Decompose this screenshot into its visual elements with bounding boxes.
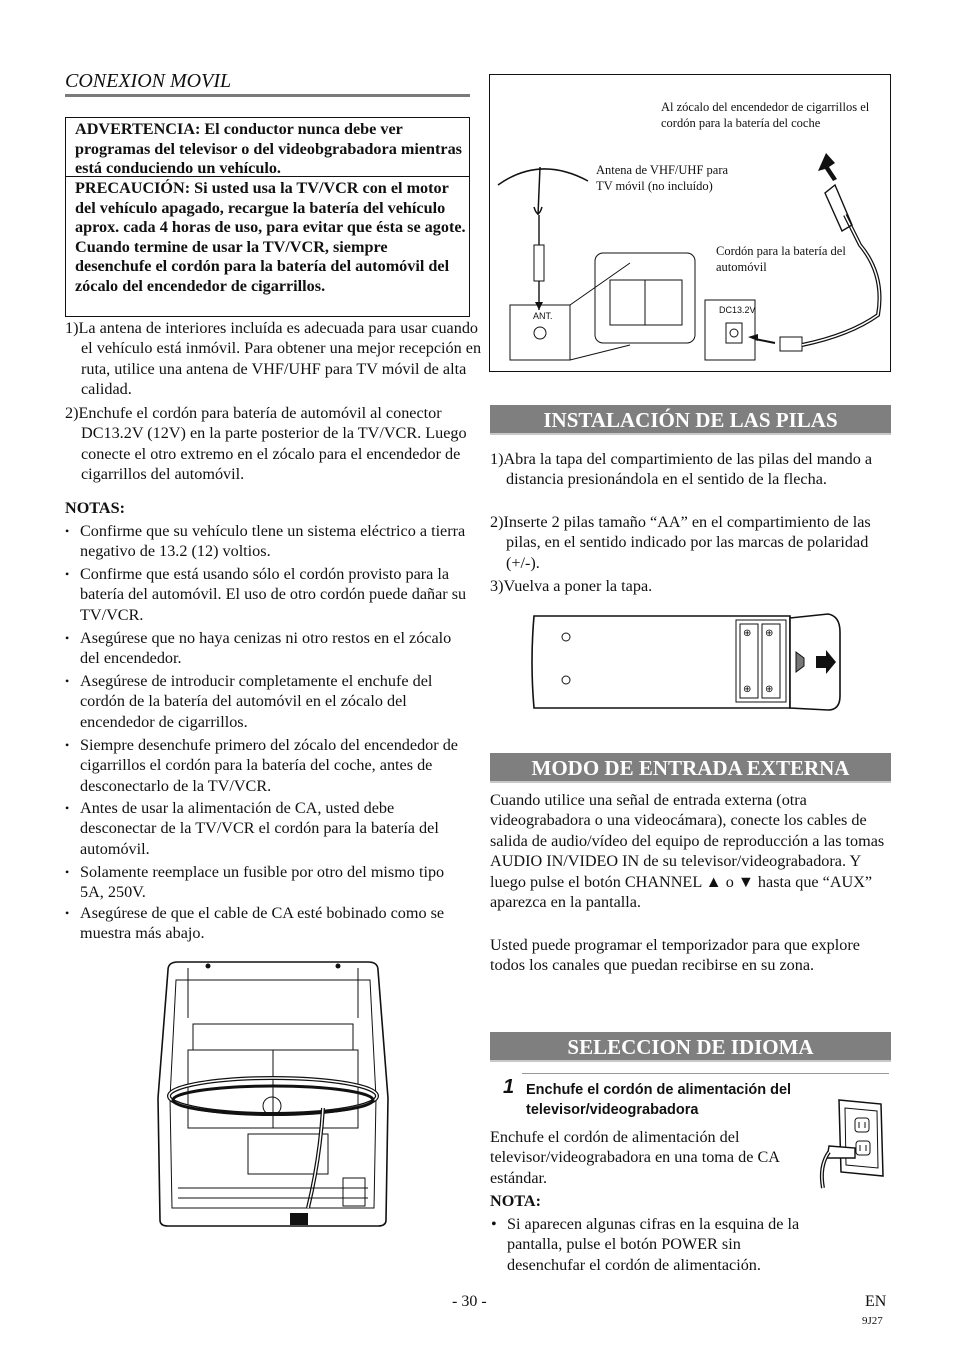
section-heading-external: MODO DE ENTRADA EXTERNA [490,753,891,783]
note-text: Antes de usar la alimentación de CA, usted debe desconectar de la TV/VCR el cordón para la batería del automóvil. [80,799,439,858]
external-paragraph-1: Cuando utilice una señal de entrada externa (otra videograbadora o una videocámara), conecte los cables de salida de audio/vídeo del equipo de reproducción a las tomas AUDIO IN/VIDEO IN de su televisor/videograbadora. Y luego pulse el botón CHANNEL ▲ o ▼ hasta que “AUX” aparezca en la pantalla. [490,791,885,912]
language-step [503,1076,816,1120]
note-text: Solamente reemplace un fusible por otro del mismo tipo 5A, 250V. [80,863,445,902]
step-title: Enchufe el cordón de alimentación del televisor/videograbadora [526,1082,792,1118]
warning-text: ADVERTENCIA: El conductor nunca debe ver programas del televisor o del videobgrabadora mientras está conduciendo un vehículo. [75,120,462,178]
battery-step-1: 1)Abra la tapa del compartimiento de las pilas del mando a distancia presionándola en el sentido de la flecha. [490,450,873,489]
svg-text:⊕: ⊕ [743,628,752,639]
note-text: Asegúrese de que el cable de CA esté bobinado como se muestra más abajo. [80,904,445,943]
caution-text: PRECAUCIÓN: Si usted usa la TV/VCR con el motor del vehículo apagado, recargue la batería del vehículo aprox. cada 4 horas de uso, para evitar que ésta se agote. Cuando termine de usar la TV/VCR, siempre desenchufe el cordón para la batería del automóvil del zócalo del encendedor de cigarrillos. [75,179,466,295]
battery-step-3: 3)Vuelva a poner la tapa. [490,577,653,595]
note-text: Asegúrese que no haya cenizas ni otro restos en el zócalo del encendedor. [80,629,452,668]
warning-box [65,117,470,317]
page-title: CONEXION MOVIL [65,70,232,92]
tv-rear-coiled-cord-illustration [148,958,398,1230]
note-text: Confirme que su vehículo tlene un sistema eléctrico a tierra negativo de 13.2 (12) voltios. [80,522,466,561]
svg-text:⊕: ⊕ [743,684,752,695]
title-rule [65,94,470,97]
section-heading-batteries: INSTALACIÓN DE LAS PILAS [490,405,891,435]
page-number: - 30 - [452,1293,487,1310]
document-code: 9J27 [862,1315,883,1327]
note-item: • Asegúrese de que el cable de CA esté bobinado como se muestra más abajo. [65,903,470,944]
bullet: • [491,1215,497,1233]
section-heading-language: SELECCION DE IDIOMA [490,1032,891,1062]
antenna-caption: Antena de VHF/UHF para TV móvil (no incluído) [596,163,729,193]
note-item: • Confirme que está usando sólo el cordón provisto para la batería del automóvil. El uso de otro cordón puede dañar su TV/VCR. [65,564,470,625]
note-item: • Siempre desenchufe primero del zócalo del encendedor de cigarrillos el cordón para la batería del coche, antes de desconectarlo de la TV/VCR. [65,735,470,796]
note-item: • Asegúrese de introducir completamente el enchufe del cordón de la batería del automóvil en el zócalo del encendedor de cigarrillos. [65,671,470,732]
step-number: 1 [503,1076,515,1098]
dc-label: DC13.2V [719,305,756,315]
mobile-step-2: 2)Enchufe el cordón para batería de automóvil al conector DC13.2V (12V) en la parte posterior de la TV/VCR. Luego conecte el otro extremo en el zócalo para el encendedor de cigarrillos del automóvil. [65,404,467,484]
language-note-text: Si aparecen algunas cifras en la esquina de la pantalla, pulse el botón POWER sin desenchufar el cordón de alimentación. [507,1215,800,1274]
language-note-heading: NOTA: [490,1192,541,1210]
step-rule [522,1073,889,1074]
mobile-step-1: 1)La antena de interiores incluída es adecuada para usar cuando el vehículo está inmóvil. Para obtener una mejor recepción en ruta, utilice una antena de VHF/UHF para TV móvil de alta calidad. [65,319,482,399]
notes-heading: NOTAS: [65,499,125,517]
svg-text:⊕: ⊕ [765,684,774,695]
cord-caption: Cordón para la batería del automóvil [716,244,846,274]
note-item: • Solamente reemplace un fusible por otro del mismo tipo 5A, 250V. [65,862,470,903]
language-note-item [490,1214,890,1275]
warning-divider [66,176,469,177]
note-text: Confirme que está usando sólo el cordón provisto para la batería del automóvil. El uso de otro cordón puede dañar su TV/VCR. [80,565,467,624]
svg-text:⊕: ⊕ [765,628,774,639]
external-paragraph-2: Usted puede programar el temporizador para que explore todos los canales que puedan recibirse en su zona. [490,936,860,975]
note-item: • Antes de usar la alimentación de CA, usted debe desconectar de la TV/VCR el cordón para la batería del automóvil. [65,798,470,859]
wall-outlet-plug-illustration [815,1096,889,1190]
note-item: • Confirme que su vehículo tlene un sistema eléctrico a tierra negativo de 13.2 (12) voltios. [65,521,470,562]
language-code: EN [865,1293,887,1310]
ant-label: ANT. [533,311,553,321]
socket-caption: Al zócalo del encendedor de cigarrillos el cordón para la batería del coche [661,100,870,130]
note-item: • Asegúrese que no haya cenizas ni otro restos en el zócalo del encendedor. [65,628,470,669]
note-text: Siempre desenchufe primero del zócalo del encendedor de cigarrillos el cordón para la batería del coche, antes de desconectarlo de la TV/VCR. [80,736,458,795]
language-body: Enchufe el cordón de alimentación del televisor/videograbadora en una toma de CA estándar. [490,1128,780,1187]
remote-battery-compartment-illustration [528,612,848,714]
battery-step-2: 2)Inserte 2 pilas tamaño “AA” en el compartimiento de las pilas, en el sentido indicado por las marcas de polaridad (+/-). [490,513,871,572]
note-text: Asegúrese de introducir completamente el enchufe del cordón de la batería del automóvil en el zócalo del encendedor de cigarrillos. [80,672,433,731]
car-connection-illustration [489,74,891,372]
